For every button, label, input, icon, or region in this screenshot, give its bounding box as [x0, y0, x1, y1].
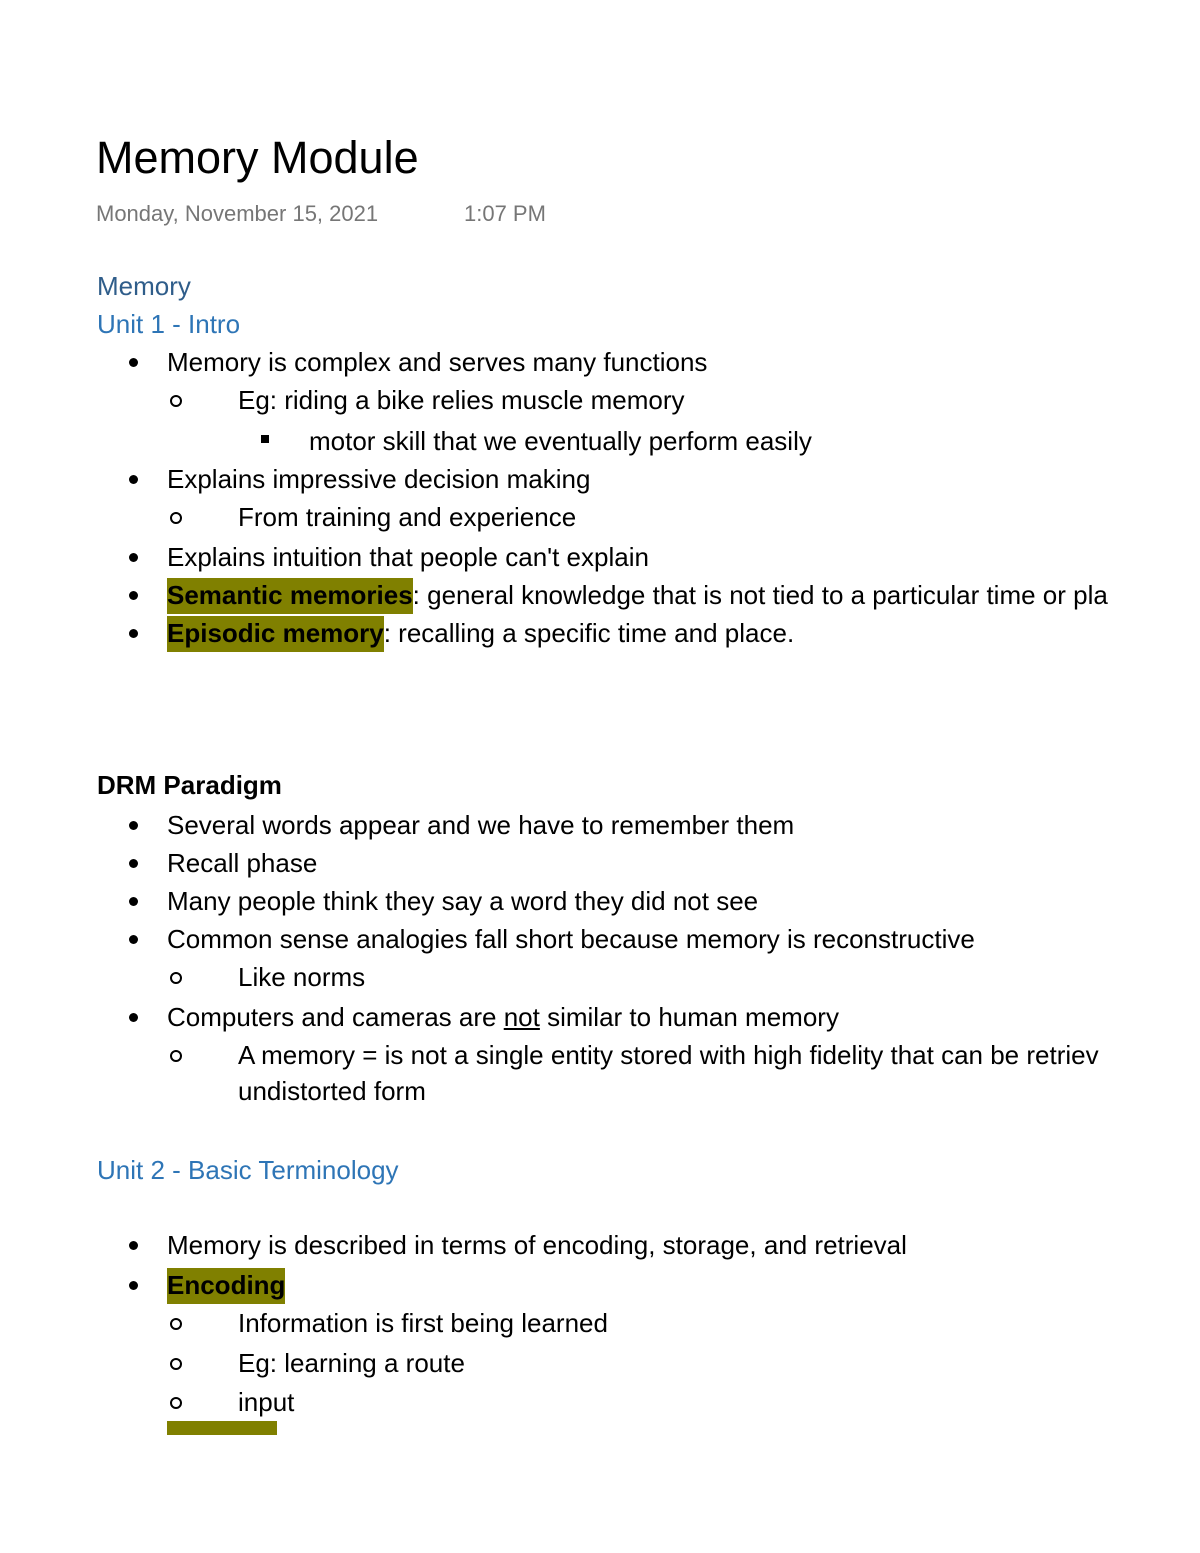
underlined-word: not — [503, 1002, 540, 1032]
highlight-term: Episodic memory — [167, 616, 384, 652]
heading-unit-1: Unit 1 - Intro — [97, 309, 241, 339]
list-item: From training and experience — [238, 502, 577, 532]
list-item: Common sense analogies fall short because memory is reconstructive — [167, 924, 975, 954]
list-item: A memory = is not a single entity stored with high fidelity that can be retriev — [238, 1040, 1099, 1070]
page-date: Monday, November 15, 2021 — [96, 201, 379, 226]
list-item: Explains impressive decision making — [167, 464, 591, 494]
heading-unit-2: Unit 2 - Basic Terminology — [97, 1155, 399, 1185]
heading-drm-paradigm: DRM Paradigm — [97, 770, 282, 800]
list-item-semantic: Semantic memories: general knowledge that is not tied to a particular time or pla — [167, 578, 1108, 612]
list-item: motor skill that we eventually perform easily — [309, 426, 812, 456]
list-item-computers: Computers and cameras are not similar to human memory — [167, 1002, 839, 1032]
list-item: Like norms — [238, 962, 366, 992]
page-time: 1:07 PM — [464, 201, 546, 226]
highlight-term: Semantic memories — [167, 578, 413, 614]
list-item: Memory is complex and serves many functions — [167, 347, 708, 377]
list-item: input — [238, 1387, 295, 1417]
list-item: Memory is described in terms of encoding, storage, and retrieval — [167, 1230, 907, 1260]
list-item-continuation: undistorted form — [238, 1076, 426, 1106]
list-item-encoding — [167, 1268, 285, 1302]
cut-off-highlight — [167, 1421, 277, 1435]
list-item: Recall phase — [167, 848, 318, 878]
highlight-term: Encoding — [167, 1268, 285, 1304]
list-item: Several words appear and we have to remember them — [167, 810, 795, 840]
list-item: Eg: riding a bike relies muscle memory — [238, 385, 685, 415]
heading-memory: Memory — [97, 271, 191, 301]
list-item: Eg: learning a route — [238, 1348, 465, 1378]
list-item: Information is first being learned — [238, 1308, 608, 1338]
list-item-episodic: Episodic memory: recalling a specific time and place. — [167, 616, 794, 650]
list-item: Explains intuition that people can't explain — [167, 542, 649, 572]
list-item: Many people think they say a word they did not see — [167, 886, 759, 916]
page-title: Memory Module — [96, 132, 419, 183]
